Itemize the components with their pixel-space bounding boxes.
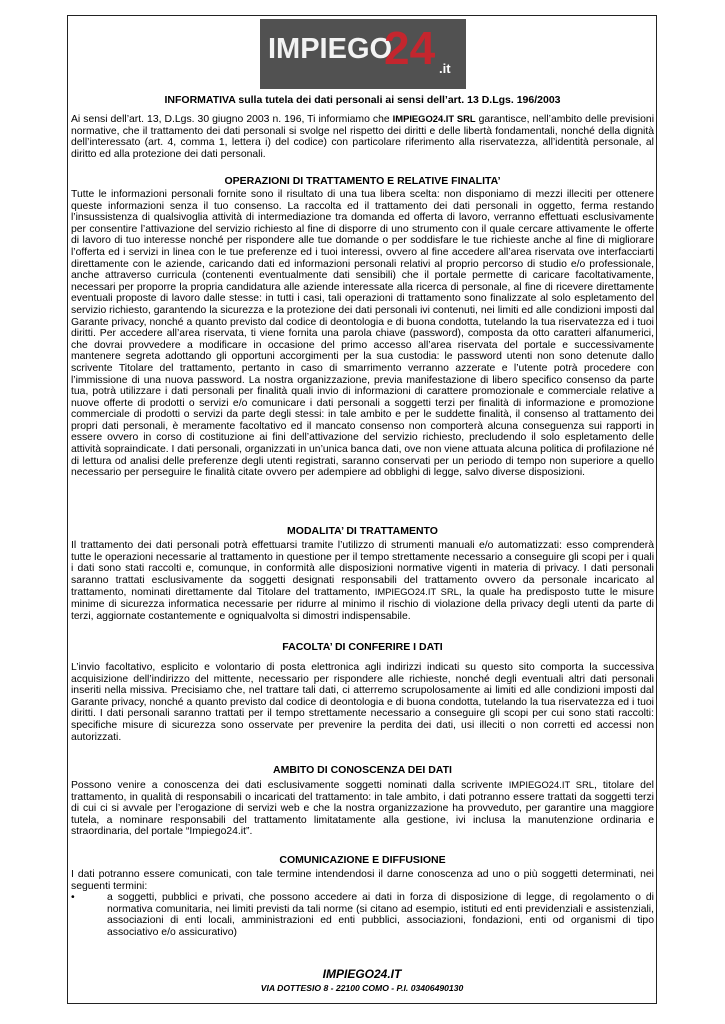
document-page xyxy=(67,15,657,1004)
section-title-facolta: FACOLTA’ DI CONFERIRE I DATI xyxy=(282,641,443,653)
intro-text-after: garantisce, nell’ambito delle previsioni normative, che il trattamento dei dati personali si svolge nel rispetto dei diritti e delle libertà fondamentali, nonché della dignità dell’interessato (art. 4, comma 1, lettera i) del codice) con particolare riferimento alla riservatezza, all’identità personale, al diritto ed alla protezione dei dati personali. xyxy=(71,114,655,160)
section-operazioni xyxy=(68,175,656,187)
logo-word: IMPIEGO xyxy=(268,33,393,65)
paragraph-comunicazione: I dati potranno essere comunicati, con tale termine intendendosi il darne conoscenza ad uno o più soggetti determinati, nei seguenti termini: xyxy=(71,869,654,892)
intro-text-before: Ai sensi dell’art. 13, D.Lgs. 30 giugno 2003 n. 196, Ti informiamo che xyxy=(71,114,393,125)
paragraph-ambito xyxy=(71,779,654,838)
intro-block xyxy=(68,113,656,160)
ambito-text-before: Possono venire a conoscenza dei dati esclusivamente soggetti nominati dalla scrivente xyxy=(71,780,509,791)
modalita-company: IMPIEGO24.IT SRL xyxy=(374,586,459,598)
section-modalita-body xyxy=(68,540,656,622)
paragraph-modalita xyxy=(71,540,654,622)
impiego24-logo xyxy=(260,19,466,89)
main-title-block xyxy=(68,94,656,106)
list-item xyxy=(71,892,654,938)
section-operazioni-body xyxy=(68,189,656,479)
section-comunicazione xyxy=(68,854,656,866)
logo-suffix: .it xyxy=(439,61,451,76)
section-comunicazione-body xyxy=(68,869,656,939)
footer-company-name: IMPIEGO24.IT xyxy=(322,967,402,981)
list-item-text: a soggetti, pubblici e privati, che possono accedere ai dati in forza di disposizione di legge, di regolamento o di normativa comunitaria, nei limiti previsti da tali norme (si citano ad esempio, istituti ed enti previdenziali e assistenziali, associazioni di enti locali, amministrazioni ed enti pubblici, associazioni, fondazioni, enti od organismi di tipo associativo e/o assicurativo) xyxy=(107,892,654,938)
ambito-text-after: , titolare del trattamento, in qualità di responsabili o incaricati del trattamento: in tale ambito, i dati potranno essere trattati da soggetti terzi di cui ci si avvale per l’erogazione di servizi web e che la nostra organizzazione ha provveduto, per garantire una maggiore tutela, a nominare responsabili del trattamento limitatamente alla gestione, ivi inclusa la manutenzione ordinaria e straordinaria, del portale “Impiego24.it”. xyxy=(71,780,654,838)
paragraph-facolta: L’invio facoltativo, esplicito e volontario di posta elettronica agli indirizzi indicati su questo sito comporta la successiva acquisizione dell’indirizzo del mittente, necessario per rispondere alle richieste, nonché degli eventuali altri dati personali inseriti nella missiva. Precisiamo che, nel trattare tali dati, ci atterremo scrupolosamente ai limiti ed alle condizioni imposti dal Garante privacy, nonché a quanto previsto dal codice di deontologia e di buona condotta, tutelando la tua riservatezza ed i tuoi diritti. I dati personali saranno trattati per il tempo strettamente necessario a conseguire gli scopi per cui sono stati raccolti: specifiche misure di sicurezza sono osservate per prevenire la perdita dei dati, usi illeciti o non corretti ed accessi non autorizzati. xyxy=(71,662,654,743)
intro-paragraph xyxy=(71,113,654,160)
bullet-icon: • xyxy=(71,892,75,904)
paragraph-operazioni: Tutte le informazioni personali fornite sono il risultato di una tua libera scelta: non disponiamo di mezzi illeciti per ottenere queste informazioni senza il tuo consenso. La raccolta ed il trattamento dei dati personali in oggetto, ferma restando l’insussistenza di qualsivoglia attività di intermediazione tra domanda ed offerta di lavoro, verranno effettuati esclusivamente per consentire l’attivazione del servizio richiesto al fine di disporre di uno strumento con il quale cercare attivamente le offerte di lavoro di tuo interesse nonché per rispondere alle tue domande o per soddisfare le tue richieste anche al fine di migliorare l’offerta ed i servizi in linea con le tue preferenze ed i tuoi interessi, ovvero al fine accedere all’area riservata ove interfacciarti direttamente con le aziende, caricando dati ed informazioni personali relativi al proprio percorso di studio e/o professionale, anche attraverso curricula (contenenti eventualmente dati sensibili) che il portale permette di caricare facoltativamente, necessari per proporre la propria candidatura alle aziende interessate alla ricerca di personale, al fine di ricevere direttamente eventuali proposte di lavoro dalle stesse: in tutti i casi, tali operazioni di trattamento sono finalizzate al solo espletamento del servizio richiesto, garantendo la sicurezza e la protezione dei dati personali ivi contenuti, nei limiti ed alle condizioni imposti dal Garante privacy, nonché a quanto previsto dal codice di deontologia e di buona condotta, tutelando la tua riservatezza ed i tuoi diritti. Per accedere all’area riservata, ti viene fornita una parola chiave (password), composta da otto caratteri alfanumerici, che dovrai provvedere a modificare in occasione del primo accesso all’area riservata del portale e successivamente mantenere segreta adottando gli opportuni accorgimenti per la sua custodia: le password utenti non sono detenute dallo scrivente Titolare del trattamento, pertanto in caso di smarrimento verranno azzerate e l’utente potrà procedere con l’immissione di una nuova password. La nostra organizzazione, previa manifestazione di libero specifico consenso da parte tua, potrà utilizzare i dati personali per finalità quali invio di informazioni di carattere promozionale e commerciale relative a nuove offerte di prodotti o servizi e/o comunicare i dati personali a soggetti terzi per finalità di informazione e promozione commerciale di prodotti o servizi da parte degli stessi: in tale ambito e per le suddette finalità, il consenso al trattamento dei propri dati personali, è meramente facoltativo ed il mancato consenso non comporterà alcuna conseguenza sui rapporti in essere ovvero in corso di costituzione ai fini dell’attivazione del servizio richiesto, precludendo il solo espletamento delle attività sopraindicate. I dati personali, organizzati in un’unica banca dati, ove non viene attuata alcuna politica di profilazione né di lettura od analisi delle preferenze degli utenti registrati, saranno conservati per un periodo di tempo non superiore a quello necessario per perseguire le finalità citate ovvero per adempiere ad obblighi di legge, salvo diverse disposizioni. xyxy=(71,189,654,479)
main-title: INFORMATIVA sulla tutela dei dati personali ai sensi dell’art. 13 D.Lgs. 196/2003 xyxy=(164,94,561,106)
ambito-company: IMPIEGO24.IT SRL xyxy=(508,779,594,790)
modalita-text-before: Il trattamento dei dati personali potrà effettuarsi tramite l’utilizzo di strumenti manuali e/o automatizzati: esso comprenderà tutte le operazioni necessarie al trattamento in questione per il tempo strettamente necessario a conseguire gli scopi per i quali i dati sono stati raccolti e, comunque, in conformità alle disposizioni normative vigenti in materia di privacy. I dati personali saranno trattati esclusivamente da soggetti designati responsabili del trattamento ovvero da personale incaricato al trattamento, nominati direttamente dal Titolare del trattamento, xyxy=(71,540,654,599)
modalita-text-after: , la quale ha predisposto tutte le misure minime di sicurezza informatica necessarie per ridurre al minimo il rischio di violazione della privacy degli utenti da parte di terzi, aggiornate costantemente e ogniqualvolta si dimostri indispensabile. xyxy=(71,587,654,622)
section-ambito xyxy=(68,764,656,776)
section-facolta xyxy=(68,641,656,653)
section-title-modalita: MODALITA’ DI TRATTAMENTO xyxy=(287,525,438,537)
section-ambito-body xyxy=(68,779,656,838)
intro-company: IMPIEGO24.IT SRL xyxy=(392,113,476,124)
footer-address: VIA DOTTESIO 8 - 22100 COMO - P.I. 03406490130 xyxy=(260,983,464,993)
section-facolta-body xyxy=(68,662,656,743)
section-title-comunicazione: COMUNICAZIONE E DIFFUSIONE xyxy=(279,854,446,866)
logo-number: 24 xyxy=(384,22,436,74)
section-title-ambito: AMBITO DI CONOSCENZA DEI DATI xyxy=(273,764,452,776)
section-modalita xyxy=(68,525,656,537)
section-title-operazioni: OPERAZIONI DI TRATTAMENTO E RELATIVE FINALITA’ xyxy=(224,175,501,187)
